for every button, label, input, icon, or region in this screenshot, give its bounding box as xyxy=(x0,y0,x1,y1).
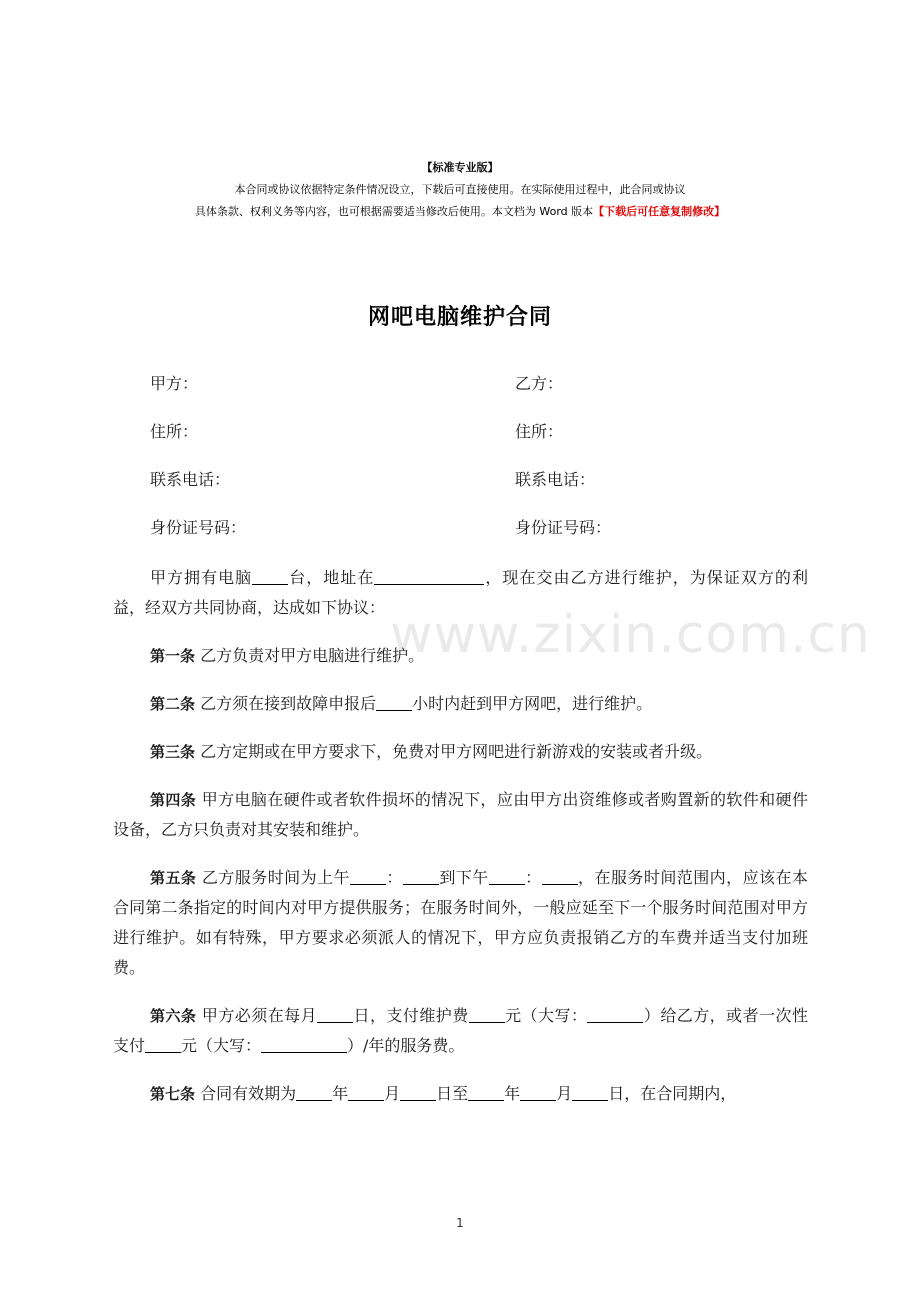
article-7-text-6: 月 xyxy=(556,1084,573,1103)
article-7-text-2: 年 xyxy=(332,1084,349,1103)
article-7 xyxy=(113,1079,808,1109)
payment-day-blank xyxy=(317,1004,353,1023)
intro-text-3: ，现在交由乙方进行维护，为保证双方的利益，经双方共同协商，达成如下协议： xyxy=(113,568,808,617)
end-day-blank xyxy=(572,1082,608,1101)
header-note-line-2 xyxy=(0,201,920,223)
party-b-id-label: 身份证号码： xyxy=(515,518,612,537)
monthly-fee-blank xyxy=(469,1004,505,1023)
end-month-blank xyxy=(520,1082,556,1101)
party-b-phone-label: 联系电话： xyxy=(515,470,596,489)
phone-row xyxy=(150,466,850,514)
address-blank xyxy=(374,566,484,585)
parties-block xyxy=(150,370,850,562)
article-5-text-2: ： xyxy=(385,868,403,887)
page-number: 1 xyxy=(456,1216,464,1230)
article-6-text-3: 元（大写： xyxy=(504,1006,588,1025)
article-7-label: 第七条 xyxy=(150,1085,196,1103)
article-5 xyxy=(113,863,808,983)
article-1 xyxy=(113,641,808,671)
start-month-blank xyxy=(348,1082,384,1101)
article-7-text-5: 年 xyxy=(504,1084,521,1103)
party-a-phone-label: 联系电话： xyxy=(150,470,231,489)
article-2 xyxy=(113,689,808,719)
article-5-label: 第五条 xyxy=(150,869,197,887)
id-row xyxy=(150,514,850,562)
am-hour-blank xyxy=(350,866,386,885)
article-5-text-3: 到下午 xyxy=(438,868,489,887)
am-minute-blank xyxy=(403,866,439,885)
annual-fee-blank xyxy=(145,1034,181,1053)
article-6-text-1: 甲方必须在每月 xyxy=(201,1006,318,1025)
party-a-id-label: 身份证号码： xyxy=(150,518,247,537)
article-7-text-3: 月 xyxy=(384,1084,401,1103)
article-6-text-2: 日，支付维护费 xyxy=(353,1006,469,1025)
header-note-highlight: 【下载后可任意复制修改】 xyxy=(593,205,726,218)
contract-title: 网吧电脑维护合同 xyxy=(367,305,552,330)
article-6-text-6: ）/年的服务费。 xyxy=(347,1036,465,1055)
intro-text-2: 台，地址在 xyxy=(288,568,375,587)
hours-blank xyxy=(376,692,412,711)
header-note-line-1: 本合同或协议依据特定条件情况设立，下载后可直接使用。在实际使用过程中，此合同或协议 xyxy=(234,183,686,196)
party-a-address-label: 住所： xyxy=(150,422,199,441)
article-6-label: 第六条 xyxy=(150,1007,197,1025)
intro-paragraph xyxy=(113,563,808,623)
party-b-label: 乙方： xyxy=(515,374,564,393)
article-3-label: 第三条 xyxy=(150,743,196,761)
pm-hour-blank xyxy=(489,866,525,885)
end-year-blank xyxy=(468,1082,504,1101)
address-row xyxy=(150,418,850,466)
article-2-label: 第二条 xyxy=(150,695,196,713)
start-day-blank xyxy=(400,1082,436,1101)
party-b-address-label: 住所： xyxy=(515,422,564,441)
intro-text-1: 甲方拥有电脑 xyxy=(150,568,253,587)
monthly-fee-words-blank xyxy=(587,1004,643,1023)
article-4-text: 甲方电脑在硬件或者软件损坏的情况下，应由甲方出资维修或者购置新的软件和硬件设备，乙方只负责对其安装和维护。 xyxy=(113,790,808,839)
edition-tag: 【标准专业版】 xyxy=(421,161,499,174)
article-5-text-1: 乙方服务时间为上午 xyxy=(201,868,350,887)
start-year-blank xyxy=(296,1082,332,1101)
article-5-text-5: ，在服务时间范围内，应该在本合同第二条指定的时间内对甲方提供服务；在服务时间外，一般应延至下一个服务时间范围对甲方进行维护。如有特殊，甲方要求必须派人的情况下，甲方应负责报销乙方的车费并适当支付加班费。 xyxy=(113,868,808,977)
article-1-label: 第一条 xyxy=(150,647,196,665)
article-1-text: 乙方负责对甲方电脑进行维护。 xyxy=(200,646,425,665)
article-6 xyxy=(113,1001,808,1061)
article-6-text-5: 元（大写： xyxy=(181,1036,262,1055)
article-7-text-1: 合同有效期为 xyxy=(200,1084,297,1103)
article-3 xyxy=(113,737,808,767)
article-4 xyxy=(113,785,808,845)
article-4-label: 第四条 xyxy=(150,791,197,809)
annual-fee-words-blank xyxy=(261,1034,347,1053)
header-note-line-2-text: 具体条款、权利义务等内容，也可根据需要适当修改后使用。本文档为 Word 版本 xyxy=(194,205,594,218)
document-header-note xyxy=(0,157,920,223)
article-6-text-4: ）给乙方，或者一次性支付 xyxy=(113,1006,808,1055)
contract-body xyxy=(113,563,808,1127)
computer-count-blank xyxy=(252,566,288,585)
article-3-text: 乙方定期或在甲方要求下，免费对甲方网吧进行新游戏的安装或者升级。 xyxy=(200,742,713,761)
article-2-text-2: 小时内赶到甲方网吧，进行维护。 xyxy=(412,694,653,713)
party-a-label: 甲方： xyxy=(150,374,199,393)
article-2-text-1: 乙方须在接到故障申报后 xyxy=(200,694,377,713)
article-7-text-4: 日至 xyxy=(436,1084,469,1103)
article-5-text-4: ： xyxy=(524,868,542,887)
pm-minute-blank xyxy=(542,866,578,885)
party-row xyxy=(150,370,850,418)
article-7-text-7: 日，在合同期内， xyxy=(608,1084,737,1103)
watermark: www.zixin.com.cn xyxy=(390,605,871,665)
